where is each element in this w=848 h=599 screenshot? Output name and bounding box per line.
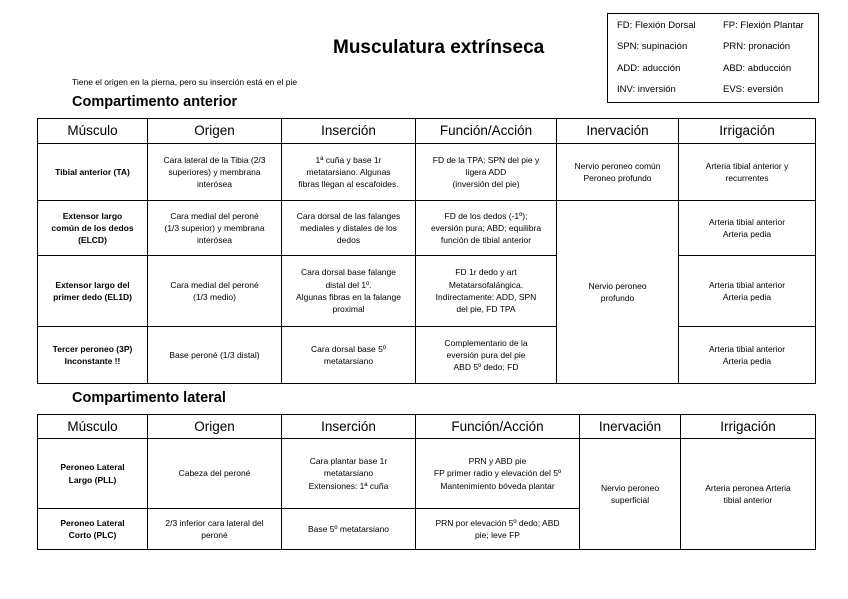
shared-innervation-cell: Nervio peroneo profundo — [557, 201, 679, 384]
shared-irrigation-cell: Arteria peronea Arteria tibial anterior — [681, 439, 816, 550]
insertion-cell: Cara dorsal base 5º metatarsiano — [282, 327, 416, 384]
function-cell: FD de los dedos (-1º); eversión pura; ABD; equilibra función de tibial anterior — [416, 201, 557, 256]
legend-inv: INV: inversión — [617, 84, 676, 95]
abbreviation-legend — [607, 13, 819, 103]
innervation-cell: Nervio peroneo común Peroneo profundo — [557, 144, 679, 201]
table-row — [38, 439, 816, 509]
col-header-function: Función/Acción — [416, 415, 580, 439]
col-header-muscle: Músculo — [38, 119, 148, 144]
irrigation-cell: Arteria tibial anterior Arteria pedia — [679, 256, 816, 327]
muscle-cell: Tercer peroneo (3P) Inconstante !! — [38, 327, 148, 384]
col-header-innervation: Inervación — [557, 119, 679, 144]
table-row — [38, 201, 816, 256]
table-header-row — [38, 415, 816, 439]
col-header-insertion: Inserción — [282, 119, 416, 144]
legend-prn: PRN: pronación — [723, 41, 791, 52]
insertion-cell: Base 5º metatarsiano — [282, 509, 416, 550]
col-header-origin: Origen — [148, 119, 282, 144]
origin-cell: Cara medial del peroné (1/3 superior) y membrana interósea — [148, 201, 282, 256]
table-row — [38, 256, 816, 327]
anterior-table — [37, 118, 816, 384]
intro-text: Tiene el origen en la pierna, pero su inserción está en el pie — [72, 77, 298, 87]
origin-cell: Base peroné (1/3 distal) — [148, 327, 282, 384]
function-cell: FD 1r dedo y art Metatarsofalángica. Indirectamente: ADD, SPN del pie, FD TPA — [416, 256, 557, 327]
irrigation-cell: Arteria tibial anterior Arteria pedia — [679, 327, 816, 384]
table-row — [38, 144, 816, 201]
insertion-cell: Cara plantar base 1r metatarsiano Extensiones: 1ª cuña — [282, 439, 416, 509]
function-cell: FD de la TPA; SPN del pie y ligera ADD (inversión del pie) — [416, 144, 557, 201]
muscle-cell: Peroneo Lateral Corto (PLC) — [38, 509, 148, 550]
irrigation-cell: Arteria tibial anterior y recurrentes — [679, 144, 816, 201]
table-row — [38, 327, 816, 384]
function-cell: Complementario de la eversión pura del pie ABD 5º dedo; FD — [416, 327, 557, 384]
muscle-cell: Extensor largo común de los dedos (ELCD) — [38, 201, 148, 256]
insertion-cell: Cara dorsal de las falanges mediales y distales de los dedos — [282, 201, 416, 256]
legend-abd: ABD: abducción — [723, 63, 792, 74]
page-title: Musculatura extrínseca — [333, 37, 545, 58]
lateral-table — [37, 414, 816, 550]
col-header-innervation: Inervación — [580, 415, 681, 439]
muscle-cell: Peroneo Lateral Largo (PLL) — [38, 439, 148, 509]
table-header-row — [38, 119, 816, 144]
legend-evs: EVS: eversión — [723, 84, 784, 95]
col-header-muscle: Músculo — [38, 415, 148, 439]
legend-fd: FD: Flexión Dorsal — [617, 20, 696, 31]
irrigation-cell: Arteria tibial anterior Arteria pedia — [679, 201, 816, 256]
origin-cell: Cabeza del peroné — [148, 439, 282, 509]
section-heading-lateral: Compartimento lateral — [72, 390, 226, 406]
origin-cell: Cara lateral de la Tibia (2/3 superiores) y membrana interósea — [148, 144, 282, 201]
muscle-cell: Extensor largo del primer dedo (EL1D) — [38, 256, 148, 327]
col-header-irrigation: Irrigación — [679, 119, 816, 144]
legend-fp: FP: Flexión Plantar — [723, 20, 804, 31]
origin-cell: 2/3 inferior cara lateral del peroné — [148, 509, 282, 550]
function-cell: PRN por elevación 5º dedo; ABD pie; leve FP — [416, 509, 580, 550]
muscle-cell: Tibial anterior (TA) — [38, 144, 148, 201]
section-heading-anterior: Compartimento anterior — [72, 94, 238, 110]
shared-innervation-cell: Nervio peroneo superficial — [580, 439, 681, 550]
col-header-insertion: Inserción — [282, 415, 416, 439]
col-header-irrigation: Irrigación — [681, 415, 816, 439]
function-cell: PRN y ABD pie FP primer radio y elevación del 5º Mantenimiento bóveda plantar — [416, 439, 580, 509]
legend-add: ADD: aducción — [617, 63, 681, 74]
origin-cell: Cara medial del peroné (1/3 medio) — [148, 256, 282, 327]
col-header-origin: Origen — [148, 415, 282, 439]
col-header-function: Función/Acción — [416, 119, 557, 144]
legend-spn: SPN: supinación — [617, 41, 688, 52]
insertion-cell: 1ª cuña y base 1r metatarsiano. Algunas fibras llegan al escafoides. — [282, 144, 416, 201]
insertion-cell: Cara dorsal base falange distal del 1º. Algunas fibras en la falange proximal — [282, 256, 416, 327]
